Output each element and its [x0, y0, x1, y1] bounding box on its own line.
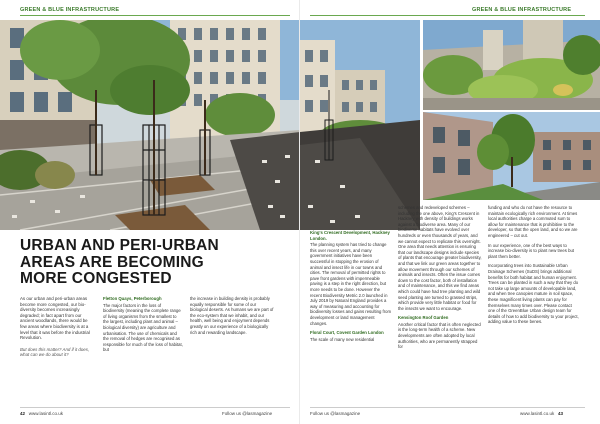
right-page-number: 43: [558, 411, 564, 416]
intro-question: But does this matter? And if it does, what can we do about it?: [20, 346, 90, 358]
right-footer: [520, 411, 563, 416]
left-footer-site[interactable]: www.lasintl.co.uk: [28, 411, 64, 416]
caption-floral-court: Floral Court, Covent Garden London: [310, 330, 384, 336]
left-footer-twitter[interactable]: Follow us @lasmagazine: [222, 411, 273, 416]
left-column-2-text: The major factors in the loss of biodiversity (meaning the complete range of living organisms from the smallest to the largest, including plant and animal – biological diversity) are agriculture and urbanisation. The use of chemicals and the removal of hedges are recognised as responsible for much of the loss of habitat, but: [103, 302, 183, 353]
street-trees-photo: [423, 112, 600, 200]
right-running-header: GREEN & BLUE INFRASTRUCTURE: [472, 7, 572, 13]
article-headline: URBAN AND PERI-URBAN AREAS ARE BECOMING MORE CONGESTED: [20, 237, 219, 287]
right-header-rule: [310, 15, 585, 16]
caption-fletton-quays: Fletton Quays, Peterborough: [103, 296, 162, 301]
left-page-number: 42: [20, 411, 26, 416]
right-column-2: [398, 205, 482, 350]
caption-kings-crescent: King's Crescent Development, Hackney London.: [310, 230, 390, 241]
left-footer: [20, 411, 63, 416]
left-courtyard-photo: [0, 20, 300, 230]
left-column-3-text: the increase in building density is probably equally responsible for some of our biological deserts. As humans we are part of the eco-system that we inhabit, and our health, well being and enjoyment depends greatly on our experience of a biologically rich and rewarding landscape.: [190, 296, 274, 335]
right-column-1: [310, 230, 392, 342]
right-courtyard-photo: [300, 20, 420, 230]
right-footer-rule: [310, 407, 585, 408]
right-footer-site[interactable]: www.lasintl.co.uk: [520, 411, 555, 416]
right-column-2-text-2: Another critical factor that is often neglected is the long-term health of a scheme. New developments are often adopted by local authorities, who are permanently strapped for: [398, 321, 481, 350]
left-column-3: [190, 296, 275, 335]
intro-text: As our urban and peri-urban areas become more congested, our bio-diversity becomes increasingly degraded; in fact apart from our ancient woodlands, there would be few areas where biodiversity is at a level that it was before the industrial Revolution.: [20, 296, 90, 341]
left-header-rule: [20, 15, 290, 16]
roof-garden-photo: [423, 20, 600, 110]
left-column-2: [103, 296, 183, 353]
intro-paragraph: [20, 296, 95, 358]
caption-kensington-roof-garden: Kensington Roof Garden: [398, 315, 449, 321]
right-column-1-text-2: The scale of many new residential: [310, 336, 375, 342]
right-column-3-text-3: Incorporating trees into Sustainable Urban Drainage Schemes (SuDS) brings additional benefits for both habitat and human enjoyment. Trees can be planted in such a way that they do not take up large amounts of developable land, and when tree canopies mature in soil space, these magnificent living plants can pay for themselves many times over. Please contact one of the GreenBlue Urban design team for details of how to add biodiversity to your project, adding value to these benes.: [488, 263, 579, 325]
right-footer-twitter[interactable]: Follow us @lasmagazine: [310, 411, 361, 416]
right-column-1-text: The planning system has tried to change this over recent years, and many government initiatives have been successful in stopping the erosion of animal and insect life in our towns and cities. The removal of permitted rights to pave front gardens with impermeable paving is a step in the right direction, but more needs to be done. However the recent Biodiversity Metric 2.0 launched in July 2019 by Natural England provides a way of measuring and accounting for biodiversity losses and gains resulting from development or land management changes.: [310, 242, 392, 326]
left-running-header: GREEN & BLUE INFRASTRUCTURE: [20, 7, 120, 13]
right-column-2-text: schemes and redeveloped schemes – including the one above, King's Crescent in Hackney with density of buildings works against a biodiverse area. Many of our biodiverse habitats have evolved over hundreds or even thousands of years, and we cannot expect to replicate this overnight. One area that needs attention is ensuring that our landscape designs include species of plants that encourage greater biodiversity, and that we link our green areas together to allow movement through our schemes of animals and insects. Often the issue comes down to the cost factor, both of installation and of maintenance, and this we find areas which could have had tree planting and wild seed planting are turned to grassed strips, which provide very little habitat or food for the insects we want to encourage.: [398, 205, 482, 311]
right-page: [300, 0, 600, 424]
left-footer-rule: [20, 407, 290, 408]
right-column-3-text-2: In our experience, one of the best ways to increase bio-diversity is to plant new trees but plant them better.: [488, 242, 574, 259]
right-column-3-text-1: funding and who do not have the resource to maintain ecologically rich environment. At times local authorities charge a commuted sum to allow for maintenance that is prohibitive to the developer, so that the open land, and so we are engineered – cut out.: [488, 205, 578, 238]
right-column-3: [488, 205, 580, 329]
